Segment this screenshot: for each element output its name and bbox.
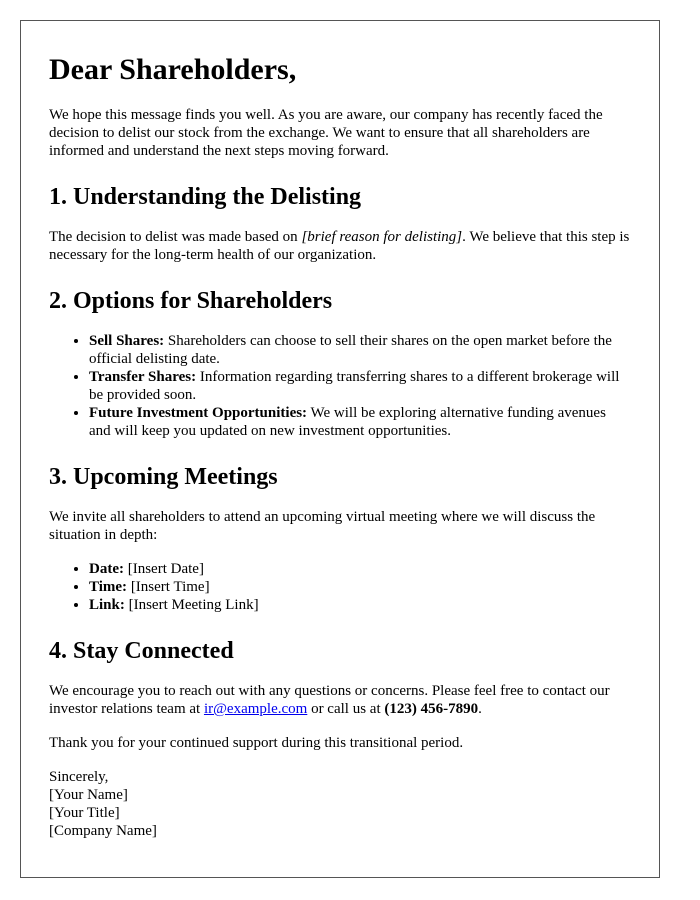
list-item bbox=[89, 332, 631, 368]
signature-block bbox=[49, 768, 631, 840]
contact-text-before: We encourage you to reach out with any questions or concerns. Please feel free to contact our investor relations team at bbox=[49, 683, 610, 717]
greeting-heading: Dear Shareholders, bbox=[49, 53, 297, 86]
section-heading-delisting: 1. Understanding the Delisting bbox=[49, 184, 362, 210]
section-heading-meetings: 3. Upcoming Meetings bbox=[49, 464, 278, 490]
list-item bbox=[89, 368, 631, 404]
option-label: Future Investment Opportunities: bbox=[89, 405, 308, 421]
signature-title: [Your Title] bbox=[49, 805, 120, 821]
option-text: We will be exploring alternative funding avenues and will keep you updated on new investment opportunities. bbox=[89, 405, 606, 439]
letter bbox=[20, 20, 660, 878]
list-item bbox=[89, 560, 631, 578]
signature-company: [Company Name] bbox=[49, 823, 157, 839]
option-label: Transfer Shares: bbox=[89, 369, 197, 385]
thanks-paragraph: Thank you for your continued support during this transitional period. bbox=[49, 735, 464, 751]
meeting-value: [Insert Meeting Link] bbox=[124, 597, 259, 613]
contact-text-after: . bbox=[478, 701, 482, 717]
meetings-paragraph: We invite all shareholders to attend an upcoming virtual meeting where we will discuss the situation in depth: bbox=[49, 509, 596, 543]
options-list bbox=[49, 332, 631, 440]
list-item bbox=[89, 596, 631, 614]
section-heading-options: 2. Options for Shareholders bbox=[49, 288, 333, 314]
option-text: Shareholders can choose to sell their shares on the open market before the official delisting date. bbox=[89, 333, 612, 367]
delisting-text-after: . We believe that this step is necessary for the long-term health of our organization. bbox=[49, 229, 630, 263]
option-label: Sell Shares: bbox=[89, 333, 165, 349]
meeting-details-list bbox=[49, 560, 631, 614]
intro-paragraph: We hope this message finds you well. As you are aware, our company has recently faced the decision to delist our stock from the exchange. We want to ensure that all shareholders are informed and understand the next steps moving forward. bbox=[49, 107, 603, 159]
delisting-reason-placeholder: [brief reason for delisting] bbox=[301, 229, 463, 245]
meeting-label: Date: bbox=[89, 561, 124, 577]
list-item bbox=[89, 578, 631, 596]
contact-paragraph bbox=[49, 682, 631, 718]
contact-text-middle: or call us at bbox=[307, 701, 385, 717]
signature-name: [Your Name] bbox=[49, 787, 128, 803]
meeting-value: [Insert Date] bbox=[123, 561, 204, 577]
meeting-value: [Insert Time] bbox=[127, 579, 210, 595]
email-link[interactable]: ir@example.com bbox=[203, 701, 308, 717]
phone-number: (123) 456-7890 bbox=[384, 701, 479, 717]
list-item bbox=[89, 404, 631, 440]
delisting-paragraph bbox=[49, 228, 631, 264]
meeting-label: Time: bbox=[89, 579, 128, 595]
section-heading-connected: 4. Stay Connected bbox=[49, 638, 234, 664]
delisting-text-before: The decision to delist was made based on bbox=[49, 229, 302, 245]
meeting-label: Link: bbox=[89, 597, 125, 613]
signature-closing: Sincerely, bbox=[49, 769, 109, 785]
option-text: Information regarding transferring shares to a different brokerage will be provided soon. bbox=[89, 369, 620, 403]
